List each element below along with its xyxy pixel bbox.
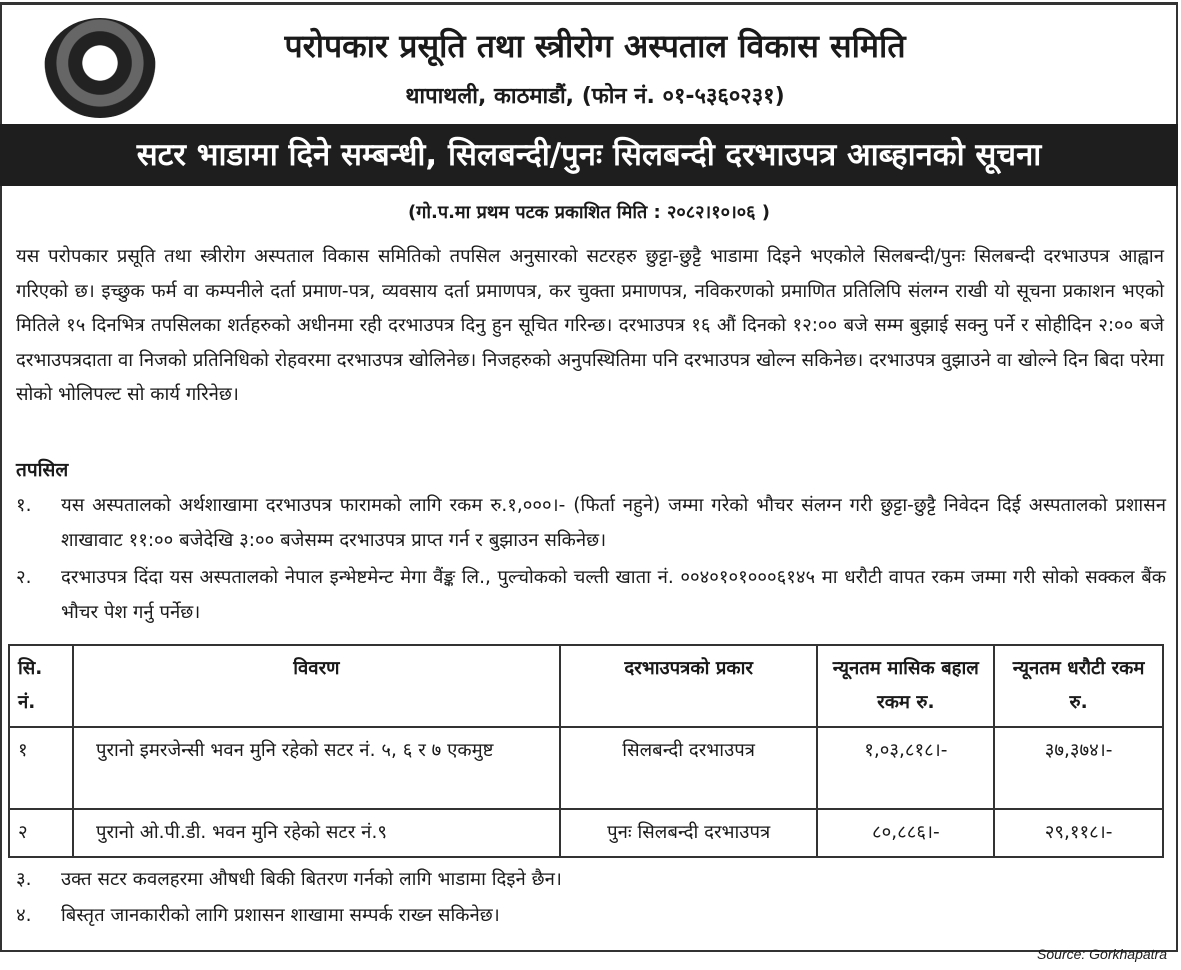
table-header-row: [9, 645, 1163, 727]
list-item: [16, 560, 1166, 630]
details-heading: तपसिल: [16, 459, 69, 481]
item-text: यस अस्पतालको अर्थशाखामा दरभाउपत्र फारामको लागि रकम रु.१,०००।- (फिर्ता नहुने) जम्मा गरेको भौचर संलग्न गरी छुट्टा-छुट्टै निवेदन दिई अस्पतालको प्रशासन शाखावाट ११:०० बजेदेखि ३:०० बजेसम्म दरभाउपत्र प्राप्त गर्न र बुझाउन सकिनेछ।: [61, 495, 1166, 551]
header-min-deposit: न्यूनतम धरौटी रकम रु.: [994, 645, 1163, 727]
cell-min-rent: ८०,८८६।-: [817, 809, 994, 857]
header-serial: सि. नं.: [9, 645, 73, 727]
header-bid-type: दरभाउपत्रको प्रकार: [560, 645, 818, 727]
cell-min-deposit: २९,११८।-: [994, 809, 1163, 857]
cell-min-deposit: ३७,३७४।-: [994, 727, 1163, 809]
cell-description: पुरानो ओ.पी.डी. भवन मुनि रहेको सटर नं.९: [73, 809, 560, 857]
cell-bid-type: सिलबन्दी दरभाउपत्र: [560, 727, 818, 809]
item-number: १.: [16, 495, 32, 516]
government-emblem-logo: [44, 18, 156, 118]
cell-bid-type: पुनः सिलबन्दी दरभाउपत्र: [560, 809, 818, 857]
cell-serial: २: [9, 809, 73, 857]
shutter-table: [8, 644, 1164, 858]
organization-address: थापाथली, काठमाडौं, (फोन नं. ०१-५३६०२३१): [405, 84, 785, 109]
cell-min-rent: १,०३,८१८।-: [817, 727, 994, 809]
table-row: [9, 809, 1163, 857]
header-min-rent: न्यूनतम मासिक बहाल रकम रु.: [817, 645, 994, 727]
list-item: [16, 862, 1166, 897]
publish-date: (गो.प.मा प्रथम पटक प्रकाशित मिति : २०८२।१०।०६ ): [407, 202, 771, 223]
source-credit: Source: Gorkhapatra: [1037, 946, 1167, 962]
cell-serial: १: [9, 727, 73, 809]
organization-name: परोपकार प्रसूति तथा स्त्रीरोग अस्पताल विकास समिति: [284, 27, 906, 65]
item-number: ३.: [16, 869, 32, 890]
item-text: दरभाउपत्र दिंदा यस अस्पतालको नेपाल इन्भेष्टमेन्ट मेगा वैंङ्क लि., पुल्चोकको चल्ती खाता नं. ००४०१०१०००६१४५ मा धरौटी वापत रकम जम्मा गरी सोको सक्कल बैंक भौचर पेश गर्नु पर्नेछ।: [61, 567, 1166, 623]
header-description: विवरण: [73, 645, 560, 727]
cell-description: पुरानो इमरजेन्सी भवन मुनि रहेको सटर नं. ५, ६ र ७ एकमुष्ट: [73, 727, 560, 809]
list-item: [16, 488, 1166, 558]
notice-title: सटर भाडामा दिने सम्बन्धी, सिलबन्दी/पुनः सिलबन्दी दरभाउपत्र आब्हानको सूचना: [0, 124, 1178, 186]
item-number: ४.: [16, 905, 32, 926]
item-text: बिस्तृत जानकारीको लागि प्रशासन शाखामा सम्पर्क राख्न सकिनेछ।: [61, 905, 500, 926]
item-text: उक्त सटर कवलहरमा औषधी बिकी बितरण गर्नको लागि भाडामा दिइने छैन।: [61, 869, 562, 890]
item-number: २.: [16, 567, 32, 588]
list-item: [16, 898, 1166, 933]
notice-body: यस परोपकार प्रसूति तथा स्त्रीरोग अस्पताल विकास समितिको तपसिल अनुसारको सटरहरु छुट्टा-छुट्टै भाडामा दिइने भएकोले सिलबन्दी/पुनः सिलबन्दी दरभाउपत्र आह्वान गरिएको छ। इच्छुक फर्म वा कम्पनीले दर्ता प्रमाण-पत्र, व्यवसाय दर्ता प्रमाणपत्र, कर चुक्ता प्रमाणपत्र, नविकरणको प्रमाणित प्रतिलिपि संलग्न राखी यो सूचना प्रकाशन भएको मितिले १५ दिनभित्र तपसिलका शर्तहरुको अधीनमा रही दरभाउपत्र दिनु हुन सूचित गरिन्छ। दरभाउपत्र १६ औं दिनको १२:०० बजे सम्म बुझाई सक्नु पर्ने र सोहीदिन २:०० बजे दरभाउपत्रदाता वा निजको प्रतिनिधिको रोहवरमा दरभाउपत्र खोलिनेछ। निजहरुको अनुपस्थितिमा पनि दरभाउपत्र खोल्न सकिनेछ। दरभाउपत्र वुझाउने वा खोल्ने दिन बिदा परेमा सोको भोलिपल्ट सो कार्य गरिनेछ।: [16, 246, 1164, 405]
table-row: [9, 727, 1163, 809]
